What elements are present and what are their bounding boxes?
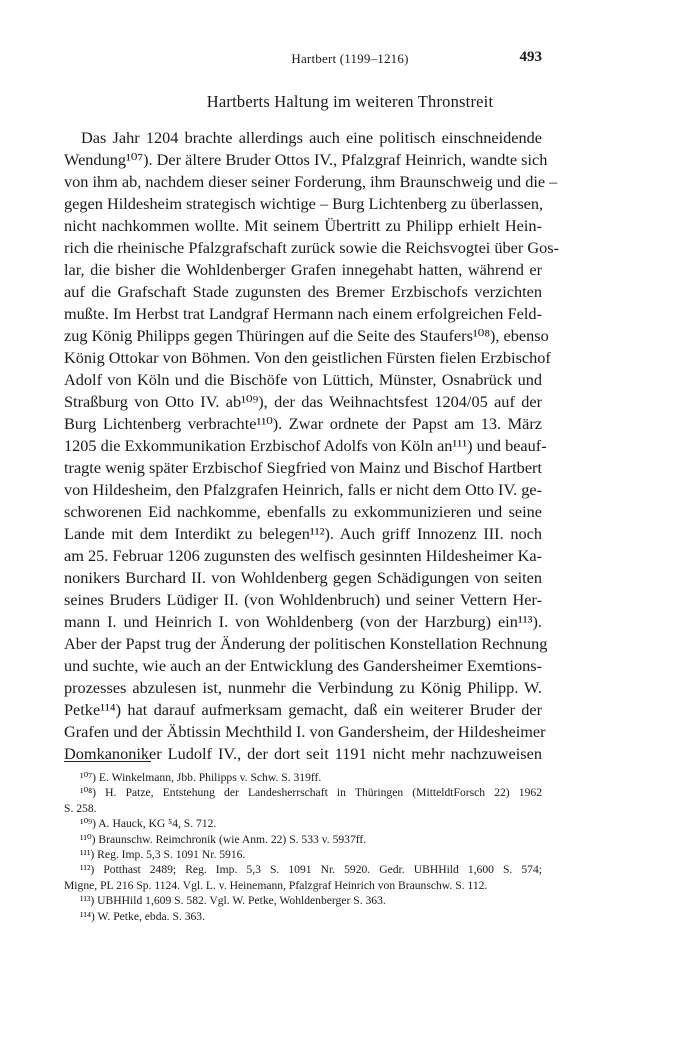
body-line: König Ottokar von Böhmen. Von den geistlichen Fürsten fielen Erzbischof	[64, 348, 551, 367]
footnote-separator	[64, 761, 151, 762]
footnote-112-continuation: Migne, PL 216 Sp. 1124. Vgl. L. v. Heinemann, Pfalzgraf Heinrich von Braunschw. S. 112.	[64, 878, 488, 892]
body-line: schworenen Eid nachkomme, ebenfalls zu exkommunizieren und seine	[64, 502, 542, 521]
body-line: am 25. Februar 1206 zugunsten des welfisch gesinnten Hildesheimer Ka-	[64, 546, 542, 565]
body-line: Adolf von Köln und die Bischöfe von Lüttich, Münster, Osnabrück und	[64, 370, 542, 389]
footnote-108: ¹⁰⁸) H. Patze, Entstehung der Landesherrschaft in Thüringen (MitteldtForsch 22) 1962	[80, 786, 542, 800]
body-line: mußte. Im Herbst trat Landgraf Hermann nach einem erfolgreichen Feld-	[64, 304, 542, 323]
footnotes	[64, 770, 542, 924]
body-line: Lande mit dem Interdikt zu belegen¹¹²). Auch griff Innozenz III. noch	[64, 524, 542, 543]
running-head	[0, 49, 700, 69]
body-line: auf die Grafschaft Stade zugunsten des Bremer Erzbischofs verzichten	[64, 282, 542, 301]
body-line: Aber der Papst trug der Änderung der politischen Konstellation Rechnung	[64, 634, 548, 653]
body-line: nicht nachkommen wollte. Mit seinem Übertritt zu Philipp erhielt Hein-	[64, 216, 542, 235]
body-line: prozesses abzulesen ist, nunmehr die Verbindung zu König Philipp. W.	[64, 678, 542, 697]
body-line: und suchte, wie auch an der Entwicklung des Gandersheimer Exemtions-	[64, 656, 542, 675]
body-line: seines Bruders Lüdiger II. (von Wohldenbruch) und seiner Vettern Her-	[64, 590, 542, 609]
footnote-111: ¹¹¹) Reg. Imp. 5,3 S. 1091 Nr. 5916.	[80, 848, 246, 862]
body-text	[64, 127, 560, 765]
running-title: Hartbert (1199–1216)	[291, 51, 409, 66]
body-line: lar, die bisher die Wohldenberger Grafen innegehabt hatten, während er	[64, 260, 542, 279]
footnote-112: ¹¹²) Potthast 2489; Reg. Imp. 5,3 S. 1091 Nr. 5920. Gedr. UBHHild 1,600 S. 574;	[80, 863, 542, 877]
body-line: gegen Hildesheim strategisch wichtige – Burg Lichtenberg zu überlassen,	[64, 194, 544, 213]
body-line: 1205 die Exkommunikation Erzbischof Adolfs von Köln an¹¹¹) und beauf-	[64, 436, 547, 455]
body-line: von Hildesheim, den Pfalzgrafen Heinrich, falls er nicht dem Otto IV. ge-	[64, 480, 543, 499]
body-line: von ihm ab, nachdem dieser seiner Forderung, ihm Braunschweig und die –	[64, 172, 558, 191]
body-line: tragte wenig später Erzbischof Siegfried von Mainz und Bischof Hartbert	[64, 458, 542, 477]
body-line: Burg Lichtenberg verbrachte¹¹⁰). Zwar ordnete der Papst am 13. März	[64, 414, 542, 433]
body-line: Petke¹¹⁴) hat darauf aufmerksam gemacht, daß ein weiterer Bruder der	[64, 700, 542, 719]
footnote-114: ¹¹⁴) W. Petke, ebda. S. 363.	[80, 909, 205, 923]
body-line: Das Jahr 1204 brachte allerdings auch eine politisch einschneidende	[81, 128, 542, 147]
body-line: Wendung¹⁰⁷). Der ältere Bruder Ottos IV., Pfalzgraf Heinrich, wandte sich	[64, 150, 548, 169]
footnote-109: ¹⁰⁹) A. Hauck, KG ⁵4, S. 712.	[80, 817, 217, 831]
body-line: Grafen und der Äbtissin Mechthild I. von Gandersheim, der Hildesheimer	[64, 722, 546, 741]
section-title: Hartberts Haltung im weiteren Thronstreit	[206, 92, 494, 111]
footnote-110: ¹¹⁰) Braunschw. Reimchronik (wie Anm. 22) S. 533 v. 5937ff.	[80, 832, 367, 846]
body-line: Domkanoniker Ludolf IV., der dort seit 1191 nicht mehr nachzuweisen	[64, 744, 542, 763]
body-line: Straßburg von Otto IV. ab¹⁰⁹), der das Weihnachtsfest 1204/05 auf der	[64, 392, 542, 411]
body-line: nonikers Burchard II. von Wohldenberg gegen Schädigungen von seiten	[64, 568, 542, 587]
body-line: mann I. und Heinrich I. von Wohldenberg (von der Harzburg) ein¹¹³).	[64, 612, 542, 631]
footnote-113: ¹¹³) UBHHild 1,609 S. 582. Vgl. W. Petke, Wohldenberger S. 363.	[80, 894, 386, 908]
page-number: 493	[519, 49, 542, 65]
footnote-107: ¹⁰⁷) E. Winkelmann, Jbb. Philipps v. Schw. S. 319ff.	[80, 771, 322, 784]
footnote-108-continuation: S. 258.	[64, 801, 97, 815]
body-line: rich die rheinische Pfalzgrafschaft zurück sowie die Reichsvogtei über Gos-	[64, 238, 560, 257]
body-line: zug König Philipps gegen Thüringen auf die Seite des Staufers¹⁰⁸), ebenso	[64, 326, 549, 345]
